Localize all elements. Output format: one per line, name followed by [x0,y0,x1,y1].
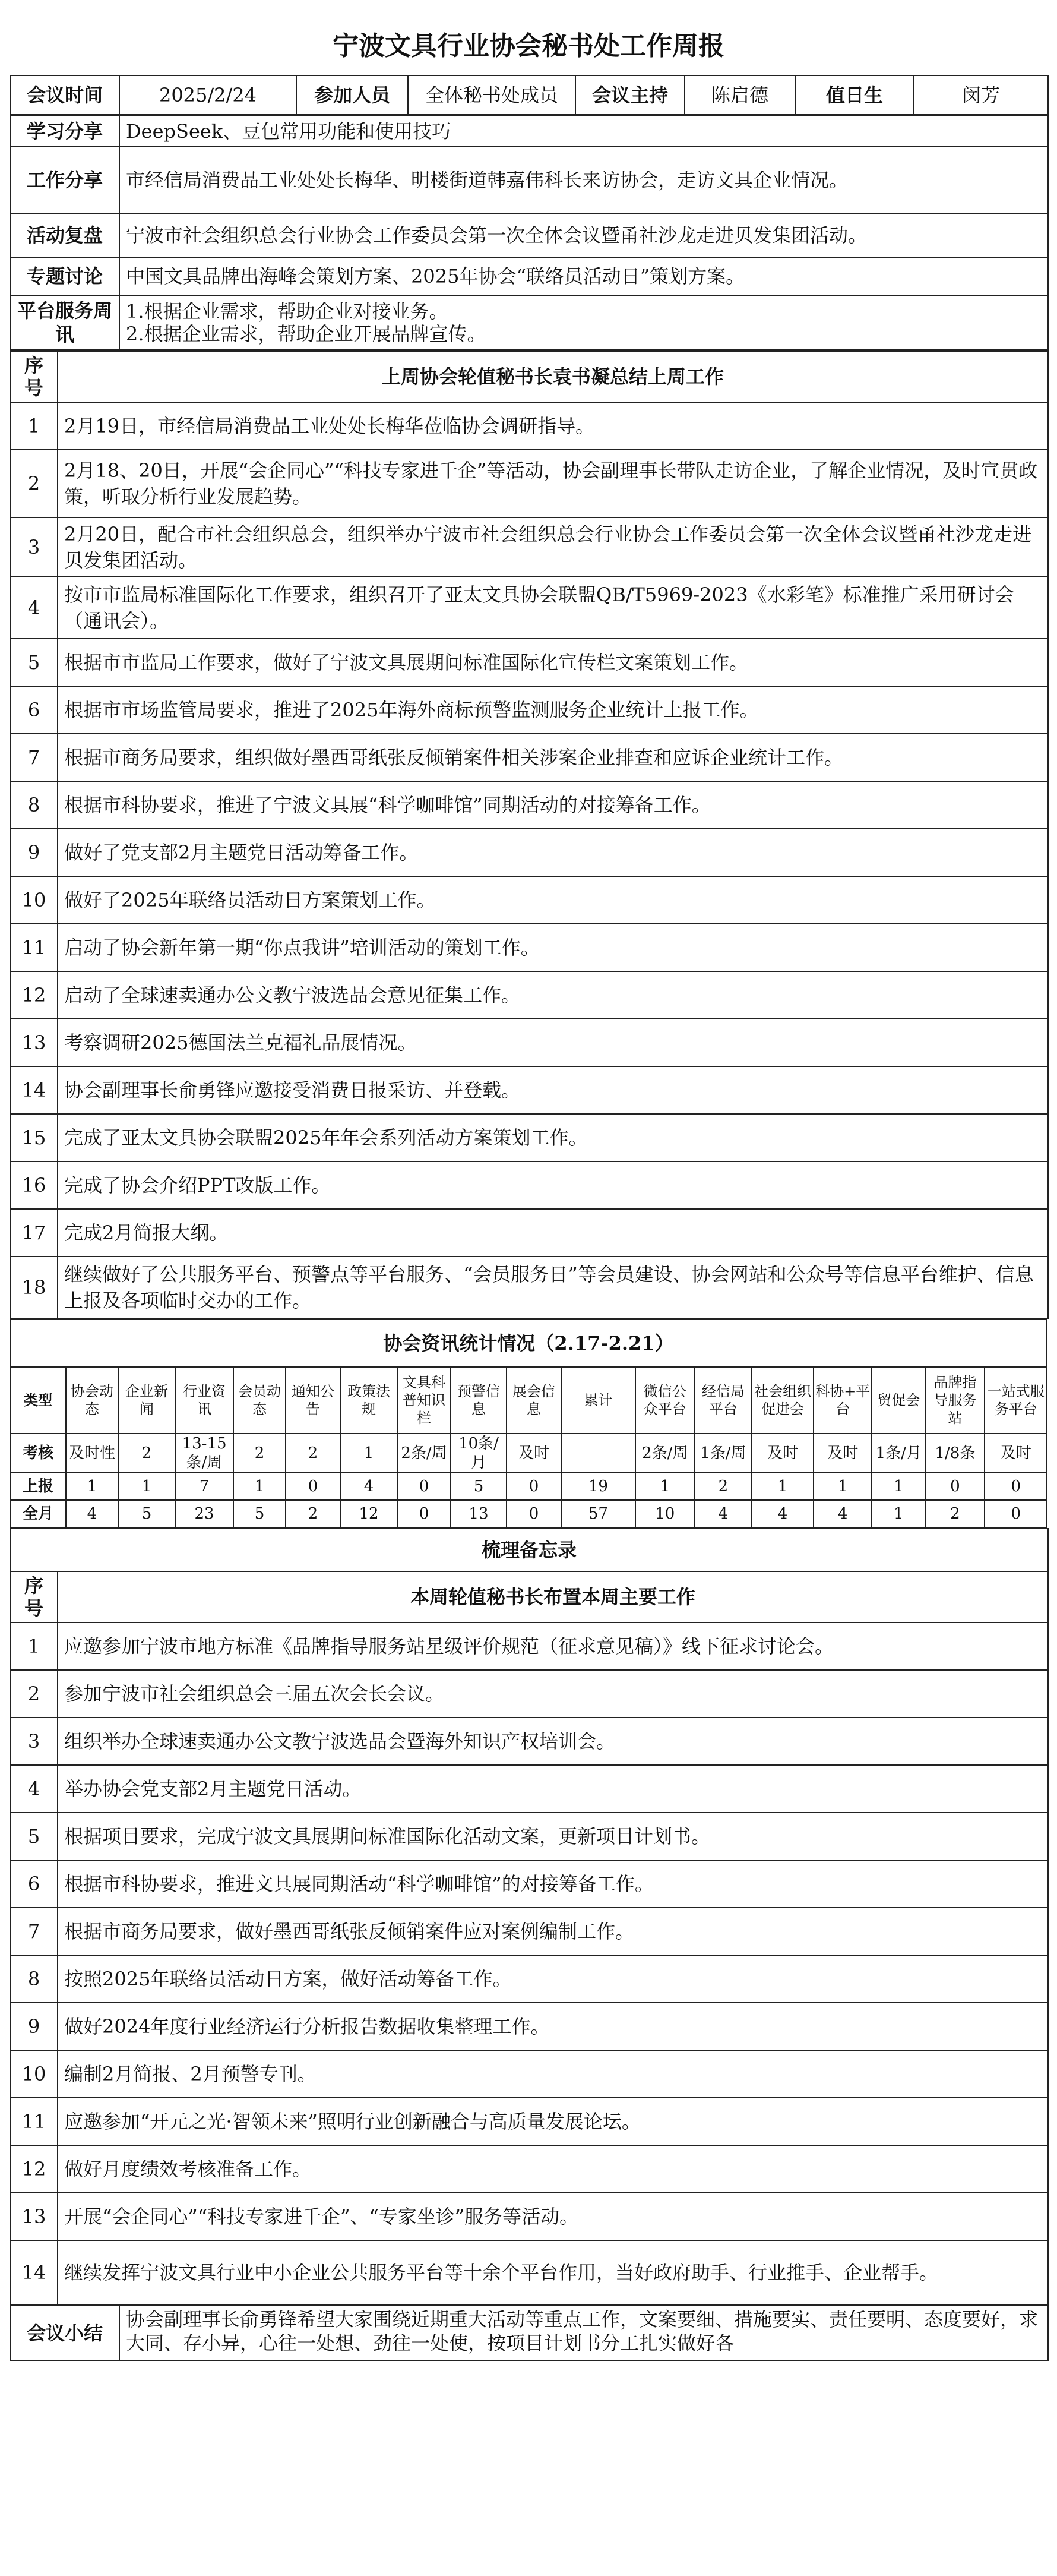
stats-column-header: 累计 [561,1367,635,1434]
stats-cell: 1 [233,1473,286,1500]
item-number: 1 [10,1622,58,1670]
item-number: 5 [10,1813,58,1860]
stats-cell: 0 [397,1500,451,1527]
item-text: 继续做好了公共服务平台、预警点等平台服务、“会员服务日”等会员建设、协会网站和公众号等信息平台维护、信息上报及各项临时交办的工作。 [58,1257,1048,1318]
stats-column-header: 展会信息 [507,1367,561,1434]
item-number: 9 [10,829,58,876]
stats-column-header: 品牌指导服务站 [925,1367,985,1434]
stats-cell: 1 [814,1473,872,1500]
item-number: 16 [10,1161,58,1209]
stats-cell: 1条/月 [872,1434,925,1473]
item-text: 启动了全球速卖通办公文教宁波选品会意见征集工作。 [58,971,1048,1019]
item-text: 做好了2025年联络员活动日方案策划工作。 [58,876,1048,924]
stats-column-header: 贸促会 [872,1367,925,1434]
item-text: 举办协会党支部2月主题党日活动。 [58,1765,1048,1813]
list-item [10,577,1048,639]
report-sheet [10,18,1047,2361]
platform-label: 平台服务周讯 [10,295,119,350]
summary-label: 会议小结 [10,2306,119,2360]
list-item [10,1908,1048,1955]
item-number: 10 [10,2050,58,2098]
item-number: 4 [10,1765,58,1813]
stats-cell: 0 [507,1473,561,1500]
item-text: 做好了党支部2月主题党日活动筹备工作。 [58,829,1048,876]
item-number: 6 [10,686,58,734]
item-text: 2月18、20日，开展“会企同心”“科技专家进千企”等活动，协会副理事长带队走访企业，了解企业情况，及时宣贯政策，听取分析行业发展趋势。 [58,450,1048,517]
stats-column-header: 会员动态 [233,1367,286,1434]
stats-row-label: 考核 [10,1434,66,1473]
stats-column-header: 预警信息 [451,1367,507,1434]
summary-table [10,2305,1049,2361]
list-item [10,1019,1048,1066]
item-text: 做好月度绩效考核准备工作。 [58,2145,1048,2193]
stats-cell: 0 [286,1473,340,1500]
item-text: 根据市市监局工作要求，做好了宁波文具展期间标准国际化宣传栏文案策划工作。 [58,639,1048,686]
stats-cell: 及时 [985,1434,1047,1473]
item-number: 17 [10,1209,58,1257]
info-label: 学习分享 [10,116,119,147]
item-number: 10 [10,876,58,924]
stats-cell: 0 [925,1473,985,1500]
meeting-time-label: 会议时间 [10,75,119,115]
stats-column-header: 微信公众平台 [635,1367,695,1434]
item-number: 13 [10,1019,58,1066]
info-label: 活动复盘 [10,213,119,257]
stats-column-header: 行业资讯 [175,1367,233,1434]
info-label: 工作分享 [10,147,119,213]
memo-items [10,1622,1048,2304]
item-text: 完成了亚太文具协会联盟2025年年会系列活动方案策划工作。 [58,1114,1048,1161]
item-text: 根据项目要求，完成宁波文具展期间标准国际化活动文案，更新项目计划书。 [58,1813,1048,1860]
item-number: 14 [10,2240,58,2304]
stats-cell: 5 [451,1473,507,1500]
item-text: 启动了协会新年第一期“你点我讲”培训活动的策划工作。 [58,924,1048,971]
list-item [10,829,1048,876]
item-number: 2 [10,450,58,517]
stats-cell: 10条/月 [451,1434,507,1473]
item-text: 应邀参加“开元之光·智领未来”照明行业创新融合与高质量发展论坛。 [58,2098,1048,2145]
stats-body [10,1434,1047,1527]
participants-value: 全体秘书处成员 [408,75,575,115]
info-value: 宁波市社会组织总会行业协会工作委员会第一次全体会议暨甬社沙龙走进贝发集团活动。 [119,213,1048,257]
item-number: 9 [10,2003,58,2050]
item-number: 18 [10,1257,58,1318]
list-item [10,1066,1048,1114]
list-item [10,1114,1048,1161]
stats-cell: 23 [175,1500,233,1527]
host-label: 会议主持 [575,75,685,115]
stats-cell: 0 [985,1500,1047,1527]
item-number: 1 [10,402,58,450]
stats-cell: 2条/周 [635,1434,695,1473]
item-text: 协会副理事长俞勇锋应邀接受消费日报采访、并登载。 [58,1066,1048,1114]
duty-label: 值日生 [795,75,914,115]
meeting-info-table [10,75,1049,115]
item-number: 13 [10,2193,58,2240]
stats-cell: 13 [451,1500,507,1527]
item-text: 继续发挥宁波文具行业中小企业公共服务平台等十余个平台作用，当好政府助手、行业推手、企业帮手。 [58,2240,1048,2304]
stats-cell: 1/8条 [925,1434,985,1473]
stats-row [10,1473,1047,1500]
item-text: 做好2024年度行业经济运行分析报告数据收集整理工作。 [58,2003,1048,2050]
last-week-heading: 上周协会轮值秘书长袁书凝总结上周工作 [58,351,1048,402]
item-number: 11 [10,2098,58,2145]
report-title: 宁波文具行业协会秘书处工作周报 [333,31,724,61]
item-number: 8 [10,781,58,829]
stats-heading: 协会资讯统计情况（2.17-2.21） [10,1319,1047,1367]
stats-column-header: 经信局平台 [695,1367,752,1434]
list-item [10,2193,1048,2240]
item-text: 2月20日，配合市社会组织总会，组织举办宁波市社会组织总会行业协会工作委员会第一次全体会议暨甬社沙龙走进贝发集团活动。 [58,517,1048,577]
list-item [10,1209,1048,1257]
item-number: 3 [10,517,58,577]
stats-cell: 2 [286,1500,340,1527]
stats-cell: 1 [872,1473,925,1500]
list-item [10,1622,1048,1670]
stats-cell: 13-15条/周 [175,1434,233,1473]
item-text: 根据市商务局要求，组织做好墨西哥纸张反倾销案件相关涉案企业排查和应诉企业统计工作。 [58,734,1048,781]
stats-cell: 1 [872,1500,925,1527]
list-item [10,1813,1048,1860]
item-text: 根据市科协要求，推进了宁波文具展“科学咖啡馆”同期活动的对接筹备工作。 [58,781,1048,829]
stats-column-header: 文具科普知识栏 [397,1367,451,1434]
platform-line: 2.根据企业需求，帮助企业开展品牌宣传。 [126,323,486,345]
stats-cell: 12 [340,1500,397,1527]
info-value: 市经信局消费品工业处处长梅华、明楼街道韩嘉伟科长来访协会，走访文具企业情况。 [119,147,1048,213]
stats-cell [561,1434,635,1473]
stats-cell: 1 [66,1473,118,1500]
stats-column-header: 科协+平台 [814,1367,872,1434]
stats-cell: 及时性 [66,1434,118,1473]
stats-cell: 1条/周 [695,1434,752,1473]
list-item [10,517,1048,577]
list-item [10,1860,1048,1908]
list-item [10,924,1048,971]
stats-cell: 7 [175,1473,233,1500]
memo-table [10,1528,1049,2305]
stats-cell: 0 [507,1500,561,1527]
item-number: 3 [10,1718,58,1765]
item-number: 7 [10,734,58,781]
stats-table [10,1319,1047,1528]
stats-column-header: 通知公告 [286,1367,340,1434]
list-item [10,1955,1048,2003]
stats-cell: 4 [814,1500,872,1527]
stats-column-header: 协会动态 [66,1367,118,1434]
summary-text: 协会副理事长俞勇锋希望大家围绕近期重大活动等重点工作，文案要细、措施要实、责任要明、态度要好，求大同、存小异，心往一处想、劲往一处使，按项目计划书分工扎实做好各 [119,2306,1048,2360]
info-label: 专题讨论 [10,257,119,295]
item-number: 8 [10,1955,58,2003]
stats-row [10,1434,1047,1473]
list-item [10,639,1048,686]
stats-cell: 0 [397,1473,451,1500]
stats-cell: 2条/周 [397,1434,451,1473]
last-week-table [10,351,1049,1319]
stats-cell: 19 [561,1473,635,1500]
item-number: 12 [10,971,58,1019]
list-item [10,2145,1048,2193]
list-item [10,2240,1048,2304]
item-text: 考察调研2025德国法兰克福礼品展情况。 [58,1019,1048,1066]
item-text: 完成2月简报大纲。 [58,1209,1048,1257]
duty-value: 闵芳 [914,75,1048,115]
item-text: 应邀参加宁波市地方标准《品牌指导服务站星级评价规范（征求意见稿）》线下征求讨论会。 [58,1622,1048,1670]
info-value: 中国文具品牌出海峰会策划方案、2025年协会“联络员活动日”策划方案。 [119,257,1048,295]
stats-cell: 4 [695,1500,752,1527]
list-item [10,2098,1048,2145]
stats-row-label: 全月 [10,1500,66,1527]
info-value: DeepSeek、豆包常用功能和使用技巧 [119,116,1048,147]
stats-cell: 4 [66,1500,118,1527]
participants-label: 参加人员 [296,75,408,115]
stats-cell: 1 [752,1473,814,1500]
item-text: 根据市市场监管局要求，推进了2025年海外商标预警监测服务企业统计上报工作。 [58,686,1048,734]
list-item [10,734,1048,781]
stats-cell: 及时 [752,1434,814,1473]
item-text: 参加宁波市社会组织总会三届五次会长会议。 [58,1670,1048,1718]
item-number: 11 [10,924,58,971]
item-text: 开展“会企同心”“科技专家进千企”、“专家坐诊”服务等活动。 [58,2193,1048,2240]
item-number: 15 [10,1114,58,1161]
stats-cell: 4 [752,1500,814,1527]
list-item [10,1257,1048,1318]
meeting-time-value: 2025/2/24 [119,75,296,115]
seq-header: 序号 [10,351,58,402]
list-item [10,2050,1048,2098]
stats-cell: 1 [340,1434,397,1473]
stats-cell: 1 [118,1473,175,1500]
stats-row [10,1500,1047,1527]
stats-cell: 2 [695,1473,752,1500]
stats-cell: 及时 [814,1434,872,1473]
info-table [10,115,1049,351]
list-item [10,1765,1048,1813]
stats-cell: 及时 [507,1434,561,1473]
host-value: 陈启德 [685,75,795,115]
memo-heading: 梳理备忘录 [10,1529,1048,1571]
platform-line: 1.根据企业需求，帮助企业对接业务。 [126,300,448,323]
item-number: 7 [10,1908,58,1955]
last-week-items [10,402,1048,1318]
list-item [10,781,1048,829]
item-number: 5 [10,639,58,686]
list-item [10,1670,1048,1718]
stats-column-header: 类型 [10,1367,66,1434]
stats-header-row [10,1367,1047,1434]
list-item [10,876,1048,924]
stats-column-header: 一站式服务平台 [985,1367,1047,1434]
item-text: 按照2025年联络员活动日方案，做好活动筹备工作。 [58,1955,1048,2003]
platform-value [119,295,1048,350]
stats-column-header: 社会组织促进会 [752,1367,814,1434]
stats-cell: 2 [925,1500,985,1527]
stats-column-header: 企业新闻 [118,1367,175,1434]
item-number: 12 [10,2145,58,2193]
item-number: 6 [10,1860,58,1908]
stats-cell: 10 [635,1500,695,1527]
plan-heading: 本周轮值秘书长布置本周主要工作 [58,1571,1048,1622]
seq-header: 序号 [10,1571,58,1622]
stats-cell: 2 [286,1434,340,1473]
item-text: 完成了协会介绍PPT改版工作。 [58,1161,1048,1209]
stats-cell: 2 [118,1434,175,1473]
list-item [10,2003,1048,2050]
stats-row-label: 上报 [10,1473,66,1500]
stats-cell: 4 [340,1473,397,1500]
list-item [10,450,1048,517]
stats-cell: 5 [233,1500,286,1527]
item-text: 组织举办全球速卖通办公文教宁波选品会暨海外知识产权培训会。 [58,1718,1048,1765]
item-text: 编制2月简报、2月预警专刊。 [58,2050,1048,2098]
item-text: 按市市监局标准国际化工作要求，组织召开了亚太文具协会联盟QB/T5969-2023《水彩笔》标准推广采用研讨会（通讯会）。 [58,577,1048,639]
stats-cell: 1 [635,1473,695,1500]
stats-cell: 2 [233,1434,286,1473]
list-item [10,1718,1048,1765]
list-item [10,971,1048,1019]
list-item [10,402,1048,450]
item-number: 14 [10,1066,58,1114]
list-item [10,1161,1048,1209]
stats-column-header: 政策法规 [340,1367,397,1434]
item-number: 4 [10,577,58,639]
item-text: 根据市科协要求，推进文具展同期活动“科学咖啡馆”的对接筹备工作。 [58,1860,1048,1908]
stats-cell: 0 [985,1473,1047,1500]
item-text: 2月19日，市经信局消费品工业处处长梅华莅临协会调研指导。 [58,402,1048,450]
stats-cell: 5 [118,1500,175,1527]
stats-cell: 57 [561,1500,635,1527]
item-number: 2 [10,1670,58,1718]
item-text: 根据市商务局要求，做好墨西哥纸张反倾销案件应对案例编制工作。 [58,1908,1048,1955]
list-item [10,686,1048,734]
